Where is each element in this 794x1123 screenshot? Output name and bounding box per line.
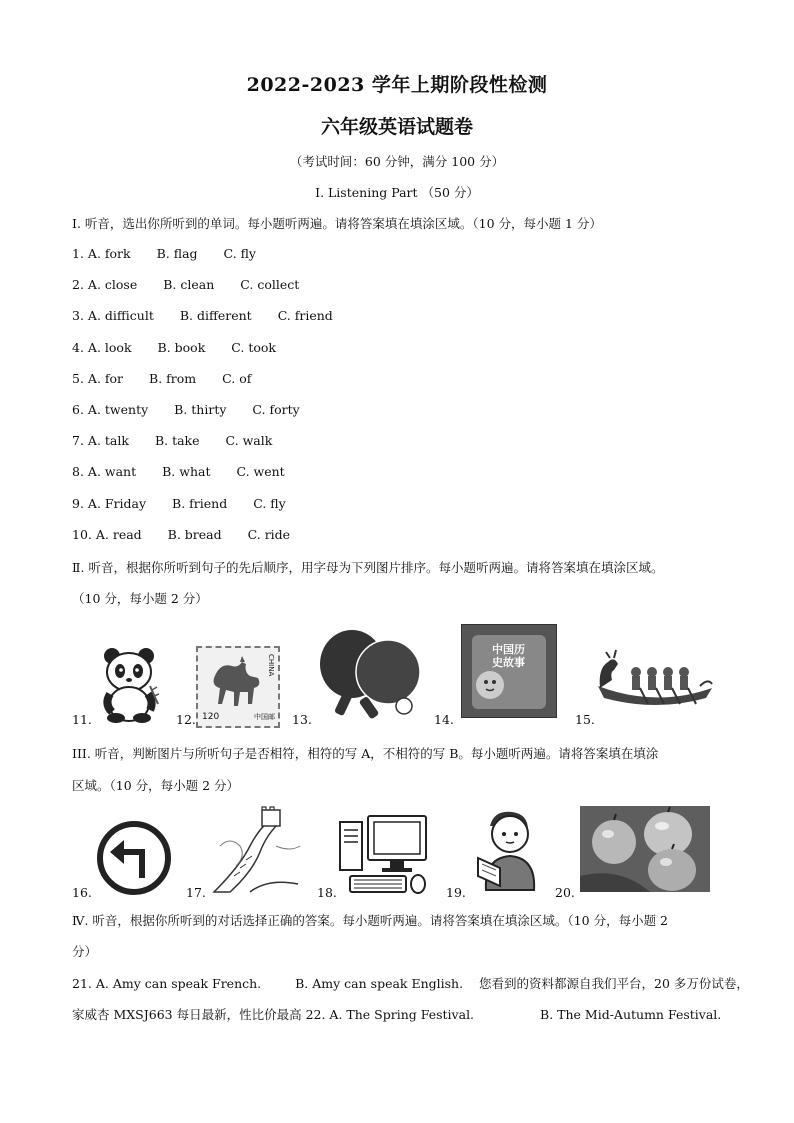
turn-left-sign-picture bbox=[96, 820, 172, 896]
option-a: A. fork bbox=[87, 246, 131, 261]
option-c: C. fly bbox=[223, 246, 256, 261]
q22-option-b: B. The Mid-Autumn Festival. bbox=[540, 1007, 722, 1022]
option-c: C. friend bbox=[277, 308, 333, 323]
book-title: 中国历史故事 bbox=[492, 643, 525, 669]
option-c: C. fly bbox=[253, 496, 286, 511]
picture-label: 11. bbox=[72, 712, 92, 727]
exam-subtitle: 六年级英语试题卷 bbox=[320, 116, 473, 138]
question-row bbox=[72, 246, 278, 261]
question-row bbox=[72, 496, 308, 511]
question-number: 10. bbox=[72, 527, 92, 542]
ad-text-line1: 您看到的资料都源自我们平台，20 多万份试卷， bbox=[479, 976, 749, 991]
option-a: A. difficult bbox=[87, 308, 154, 323]
section2-instruction: Ⅱ. 听音，根据你所听到句子的先后顺序，用字母为下列图片排序。每小题听两遍。请将答案填在填涂区域。 bbox=[72, 560, 664, 575]
ad-text-line2: 家威杏 MXSJ663 每日最新，性比价最高 bbox=[72, 1007, 302, 1022]
section1-instruction: I. 听音，选出你所听到的单词。每小题听两遍。请将答案填在填涂区域。（10 分，每小题 1 分） bbox=[72, 216, 602, 231]
exam-info: （考试时间：60 分钟，满分 100 分） bbox=[289, 154, 505, 169]
ping-pong-paddles-picture bbox=[312, 626, 424, 720]
question-number: 9. bbox=[72, 496, 84, 511]
option-a: A. close bbox=[87, 277, 138, 292]
section3-instruction-cont: 区域。（10 分，每小题 2 分） bbox=[72, 778, 240, 793]
question-22-row bbox=[72, 1005, 721, 1023]
question-number: 1. bbox=[72, 246, 84, 261]
picture-label: 17. bbox=[186, 885, 206, 900]
picture-label: 13. bbox=[292, 712, 312, 727]
option-c: C. forty bbox=[252, 402, 300, 417]
option-b: B. take bbox=[154, 433, 200, 448]
question-row bbox=[72, 340, 298, 355]
option-a: A. for bbox=[87, 371, 124, 386]
question-21-row bbox=[72, 974, 749, 992]
question-number: 4. bbox=[72, 340, 84, 355]
option-b: B. flag bbox=[156, 246, 198, 261]
section3-instruction: III. 听音，判断图片与所听句子是否相符，相符的写 A，不相符的写 B。每小题听两遍。请将答案填在填涂 bbox=[72, 746, 659, 761]
question-number: 5. bbox=[72, 371, 84, 386]
option-b: B. from bbox=[149, 371, 197, 386]
question-row bbox=[72, 433, 294, 448]
picture-label: 15. bbox=[575, 712, 595, 727]
option-c: C. took bbox=[231, 340, 276, 355]
option-b: B. book bbox=[157, 340, 206, 355]
option-c: C. of bbox=[222, 371, 252, 386]
stamp-country: CHINA bbox=[267, 654, 275, 677]
boy-reading-picture bbox=[470, 806, 546, 894]
question-row bbox=[72, 402, 322, 417]
option-a: A. twenty bbox=[87, 402, 149, 417]
stamp-picture bbox=[196, 646, 280, 728]
option-b: B. clean bbox=[163, 277, 215, 292]
option-a: A. look bbox=[87, 340, 132, 355]
question-number: 8. bbox=[72, 464, 84, 479]
question-row bbox=[72, 277, 321, 292]
option-c: C. collect bbox=[240, 277, 300, 292]
apples-picture bbox=[580, 806, 710, 892]
stamp-issuer: 中国邮 bbox=[254, 713, 275, 721]
option-c: C. went bbox=[236, 464, 285, 479]
computer-picture bbox=[338, 814, 434, 896]
option-a: A. want bbox=[87, 464, 137, 479]
question-number: 2. bbox=[72, 277, 84, 292]
picture-label: 16. bbox=[72, 885, 92, 900]
question-number: 7. bbox=[72, 433, 84, 448]
exam-title: 2022-2023 学年上期阶段性检测 bbox=[246, 74, 548, 96]
option-a: A. Friday bbox=[87, 496, 147, 511]
dragon-boat-picture bbox=[596, 648, 714, 712]
option-b: B. different bbox=[179, 308, 252, 323]
option-b: B. bread bbox=[167, 527, 222, 542]
stamp-value: 120 bbox=[202, 712, 220, 722]
question-row bbox=[72, 371, 273, 386]
picture-label: 19. bbox=[446, 885, 466, 900]
q22-option-a: 22. A. The Spring Festival. bbox=[305, 1007, 475, 1022]
option-b: B. what bbox=[162, 464, 211, 479]
section2-instruction-cont: （10 分，每小题 2 分） bbox=[72, 591, 208, 606]
option-b: B. friend bbox=[172, 496, 228, 511]
option-a: A. read bbox=[95, 527, 142, 542]
question-number: 6. bbox=[72, 402, 84, 417]
option-a: A. talk bbox=[87, 433, 129, 448]
q21-option-a: 21. A. Amy can speak French. bbox=[72, 976, 262, 991]
panda-picture bbox=[100, 646, 160, 724]
picture-label: 14. bbox=[434, 712, 454, 727]
picture-label: 20. bbox=[555, 885, 575, 900]
picture-label: 18. bbox=[317, 885, 337, 900]
option-b: B. thirty bbox=[174, 402, 227, 417]
q21-option-b: B. Amy can speak English. bbox=[295, 976, 464, 991]
question-row bbox=[72, 308, 355, 323]
history-book-picture bbox=[461, 624, 557, 718]
question-row bbox=[72, 464, 307, 479]
question-row bbox=[72, 527, 312, 542]
picture-label: 12. bbox=[176, 712, 196, 727]
part-title: I. Listening Part （50 分） bbox=[315, 185, 479, 200]
section4-instruction-cont: 分） bbox=[72, 944, 98, 959]
section4-instruction: Ⅳ. 听音，根据你所听到的对话选择正确的答案。每小题听两遍。请将答案填在填涂区域。（10 分，每小题 2 bbox=[72, 913, 668, 928]
question-number: 3. bbox=[72, 308, 84, 323]
option-c: C. walk bbox=[225, 433, 273, 448]
great-wall-picture bbox=[210, 806, 302, 894]
option-c: C. ride bbox=[247, 527, 291, 542]
